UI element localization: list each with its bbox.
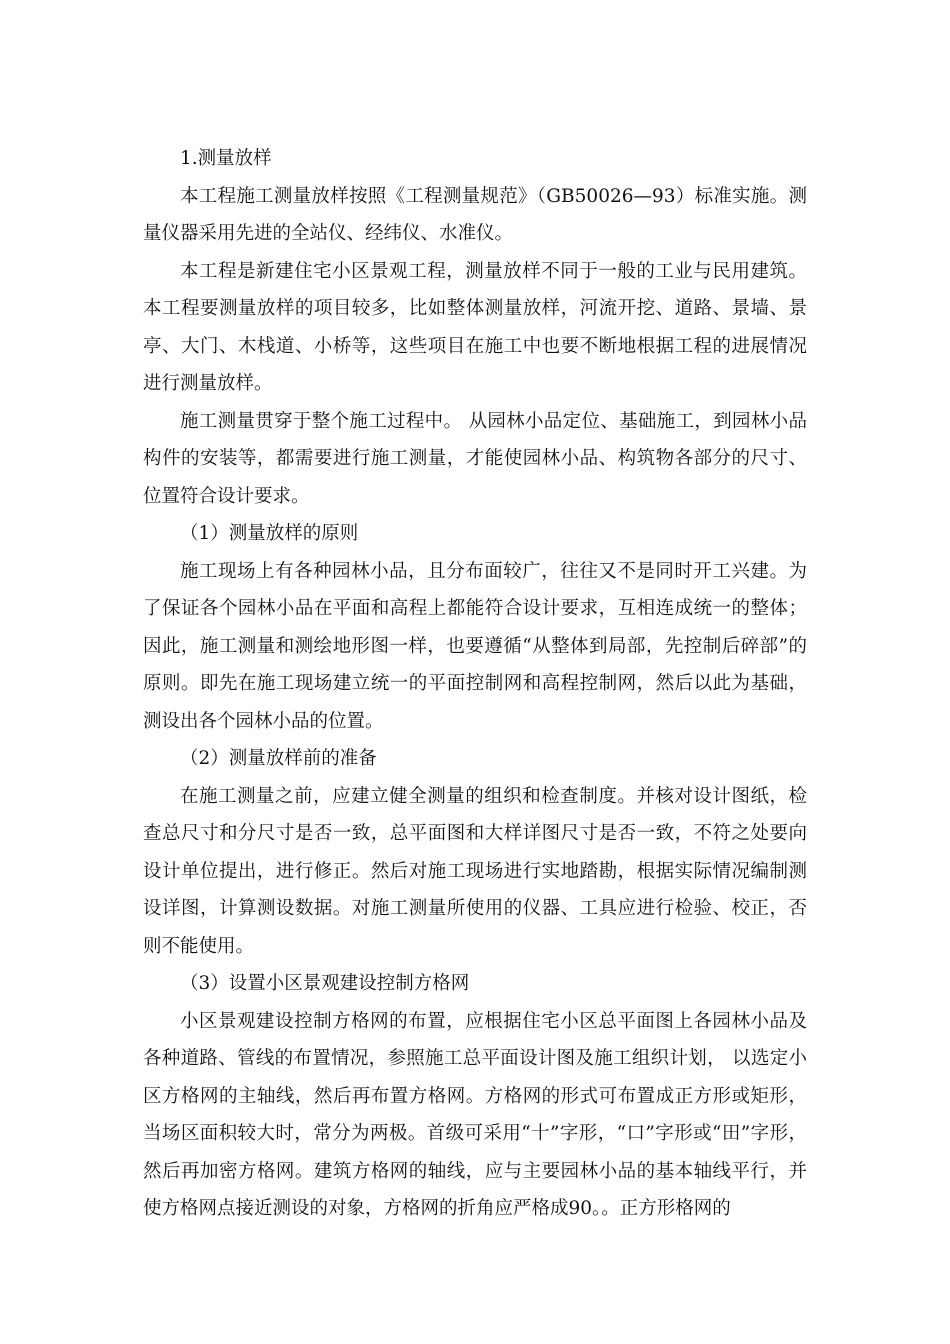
subsection-title-grid: （3）设置小区景观建设控制方格网 (180, 973, 470, 994)
paragraph-principles: 施工现场上有各种园林小品，且分布面较广，往往又不是同时开工兴建。为了保证各个园林小品在平面和高程上都能符合设计要求，互相连成统一的整体；因此，施工测量和测绘地形图一样，也要遵循“从整体到局部，先控制后碎部”的原则。即先在施工现场建立统一的平面控制网和高程控制网，然后以此为基础，测设出各个园林小品的位置。 (143, 560, 807, 732)
paragraph-standard: 本工程施工测量放样按照《工程测量规范》（GB50026—93）标准实施。测量仪器采用先进的全站仪、经纬仪、水准仪。 (143, 185, 807, 244)
paragraph-measurement-process: 施工测量贯穿于整个施工过程中。 从园林小品定位、基础施工，到园林小品构件的安装等，都需要进行施工测量，才能使园林小品、构筑物各部分的尺寸、位置符合设计要求。 (143, 410, 807, 507)
paragraph-preparation: 在施工测量之前，应建立健全测量的组织和检查制度。并核对设计图纸，检查总尺寸和分尺寸是否一致，总平面图和大样详图尺寸是否一致，不符之处要向设计单位提出，进行修正。然后对施工现场进行实地踏勘，根据实际情况编制测设详图，计算测设数据。对施工测量所使用的仪器、工具应进行检验、校正，否则不能使用。 (143, 785, 807, 957)
paragraph-project-overview: 本工程是新建住宅小区景观工程，测量放样不同于一般的工业与民用建筑。本工程要测量放样的项目较多，比如整体测量放样，河流开挖、道路、景墙、景亭、大门、木栈道、小桥等，这些项目在施工中也要不断地根据工程的进展情况进行测量放样。 (143, 260, 807, 394)
section-heading: 1.测量放样 (180, 148, 272, 169)
document-body (143, 140, 807, 1228)
subsection-title-preparation: （2）测量放样前的准备 (180, 748, 377, 769)
subsection-title-principles: （1）测量放样的原则 (180, 523, 359, 544)
paragraph-grid: 小区景观建设控制方格网的布置，应根据住宅小区总平面图上各园林小品及各种道路、管线的布置情况，参照施工总平面设计图及施工组织计划， 以选定小区方格网的主轴线，然后再布置方格网。方格网的形式可布置成正方形或矩形，当场区面积较大时，常分为两极。首级可采用“十”字形，“口”字形或“田”字形，然后再加密方格网。建筑方格网的轴线，应与主要园林小品的基本轴线平行，并使方格网点接近测设的对象，方格网的折角应严格成90。。正方形格网的 (143, 1010, 807, 1219)
